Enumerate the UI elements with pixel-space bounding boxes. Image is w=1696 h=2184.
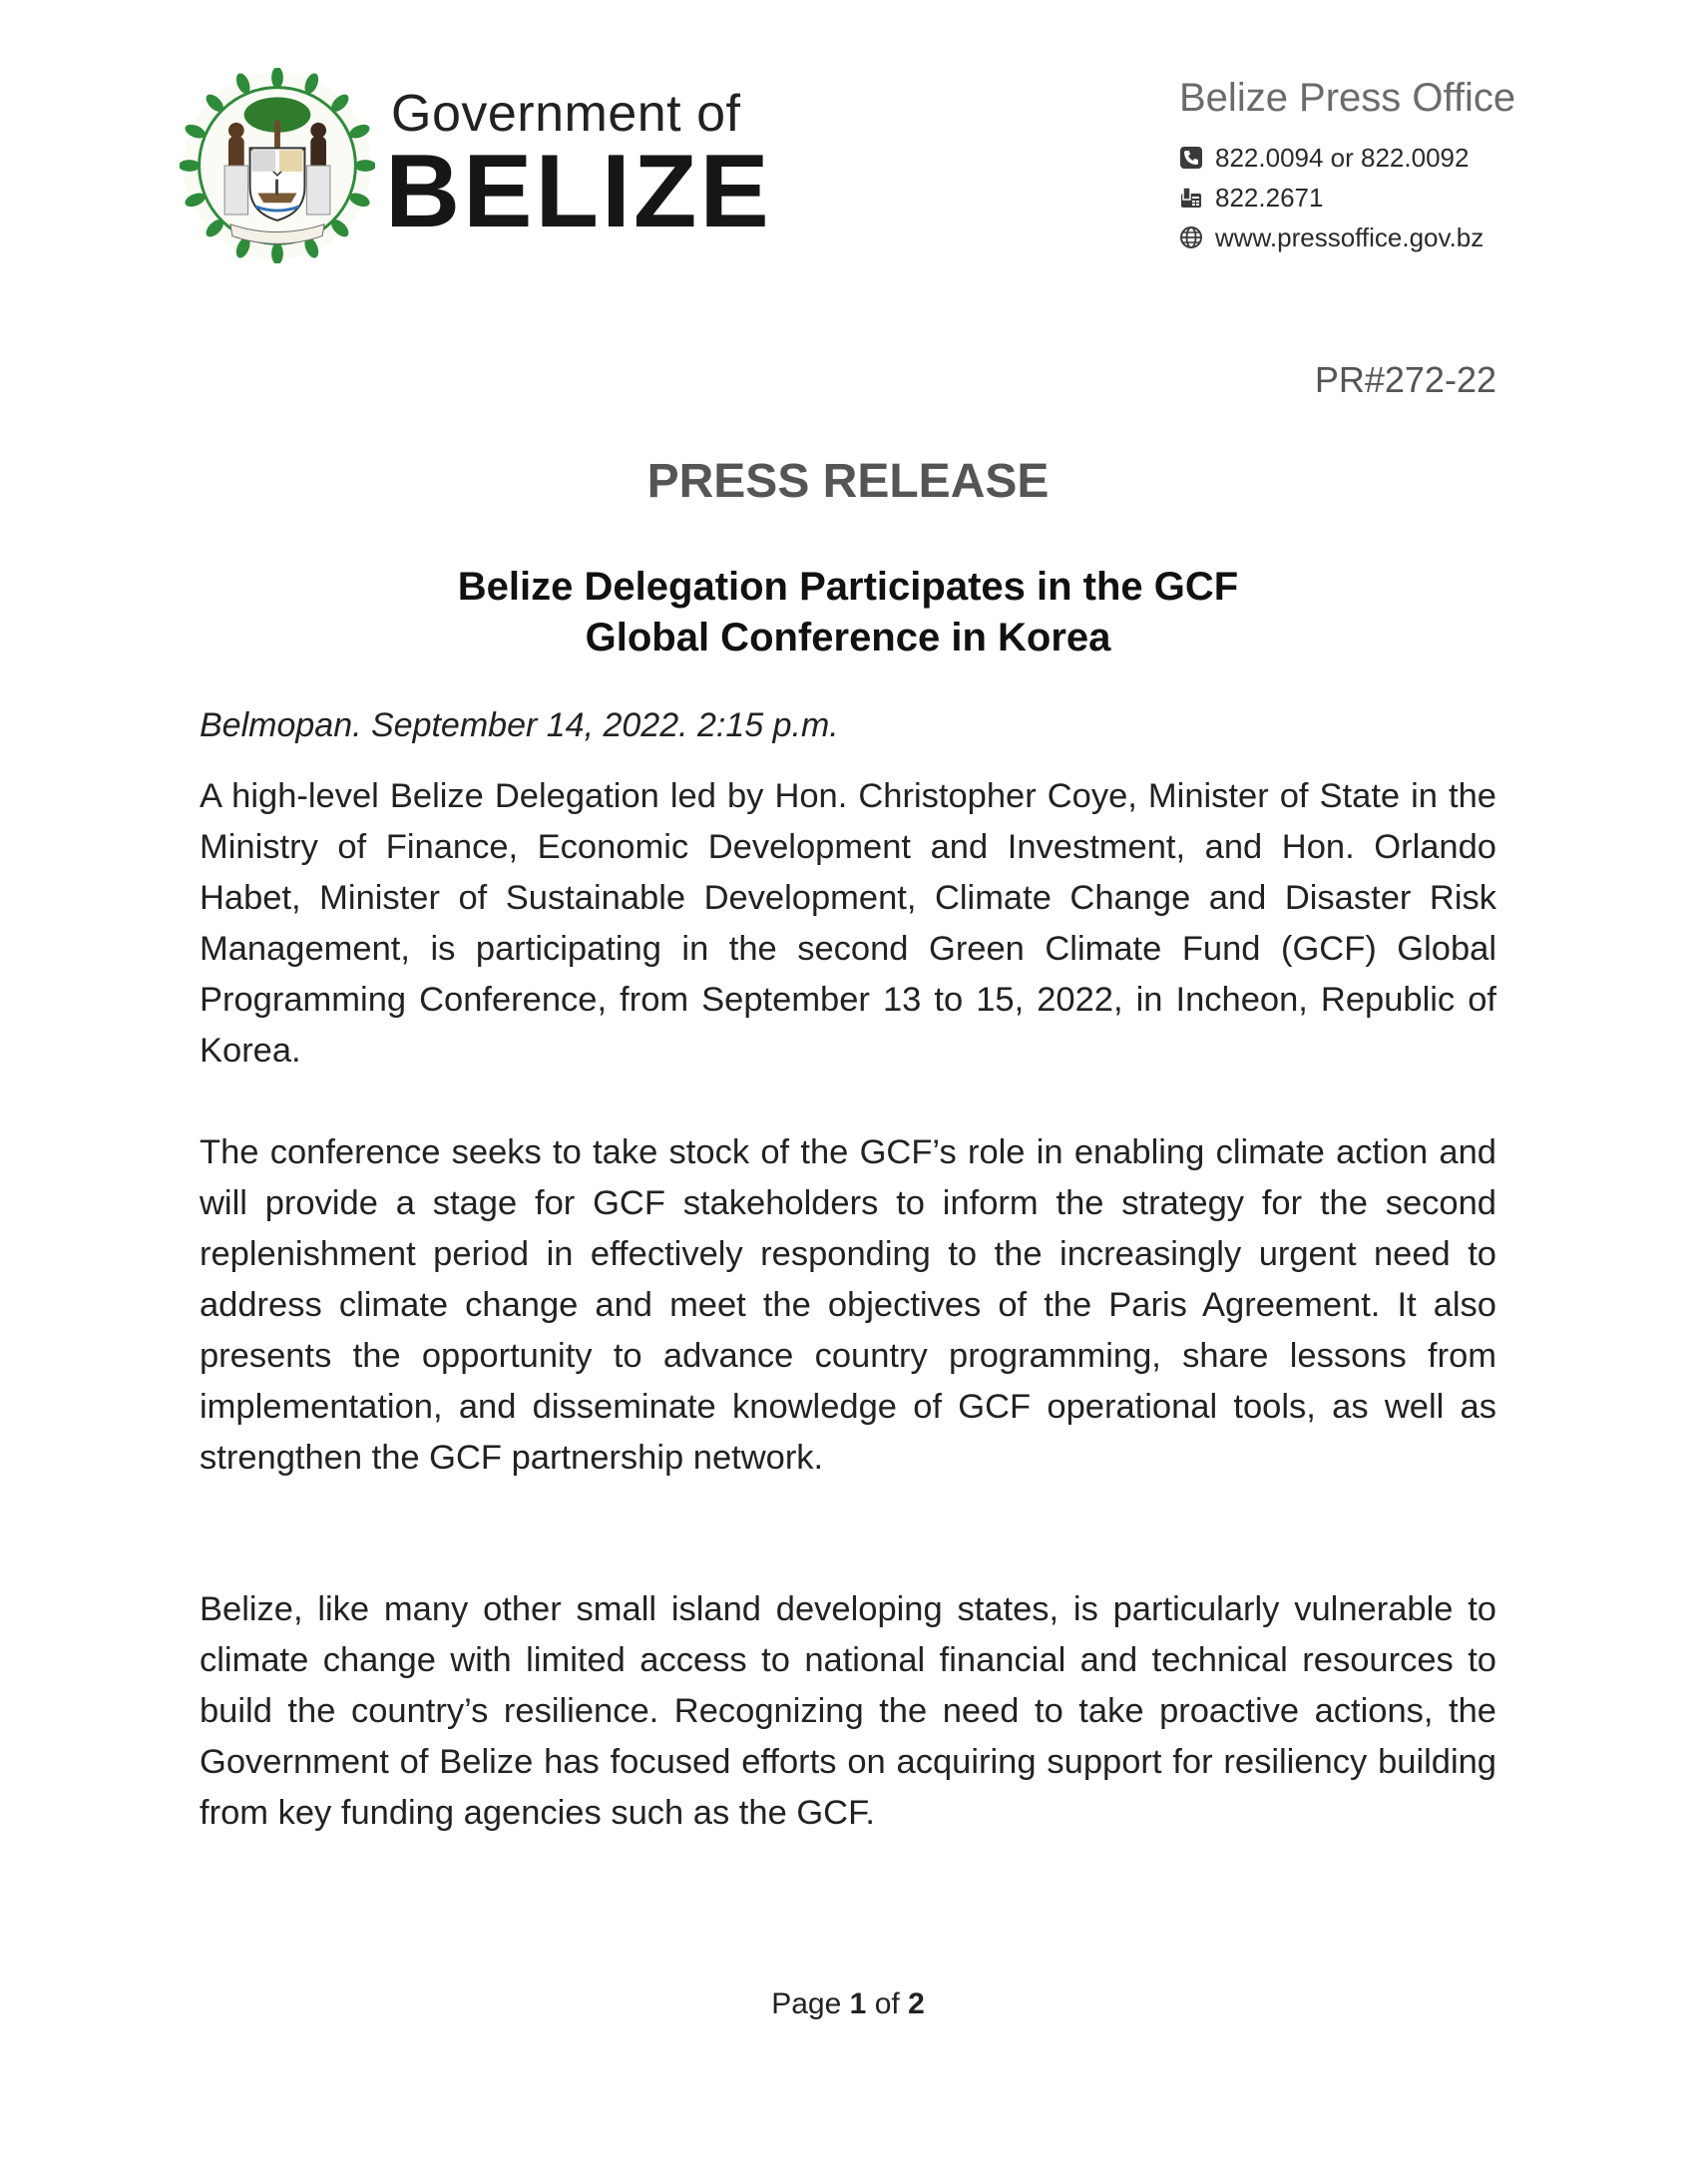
phone-row <box>1179 138 1598 178</box>
phone-numbers: 822.0094 or 822.0092 <box>1215 142 1470 173</box>
website-row <box>1179 218 1598 257</box>
page-indicator <box>0 1987 1696 2021</box>
press-release-label: PRESS RELEASE <box>646 455 1050 508</box>
coat-of-arms-icon <box>180 68 375 263</box>
government-of-label: Government of <box>391 85 741 143</box>
press-release-number: PR#272-22 <box>1314 359 1496 400</box>
headline-line-1: Belize Delegation Participates in the GCF <box>457 565 1239 609</box>
press-office-contact <box>1179 78 1598 257</box>
fax-number: 822.2671 <box>1215 182 1324 213</box>
body-paragraph-3: Belize, like many other small island developing states, is particularly vulnerable to climate change with limited access to national financial and technical resources to build the country’s resilience. Recognizing the need to take proactive actions, the Government of Belize has focused efforts on acquiring support for resiliency building from key funding agencies such as the GCF. <box>200 1590 1496 1832</box>
website-link[interactable]: www.pressoffice.gov.bz <box>1215 221 1484 252</box>
dateline: Belmopan. September 14, 2022. 2:15 p.m. <box>200 706 839 744</box>
current-page: 1 <box>849 1987 867 2020</box>
total-pages: 2 <box>908 1987 925 2020</box>
page-word: Page <box>771 1987 842 2020</box>
press-office-title: Belize Press Office <box>1179 76 1516 120</box>
globe-icon <box>1179 225 1203 249</box>
fax-icon <box>1179 186 1203 210</box>
headline-line-2: Global Conference in Korea <box>585 616 1111 659</box>
headline <box>0 562 1696 663</box>
fax-row <box>1179 178 1598 218</box>
belize-wordmark: BELIZE <box>385 134 772 249</box>
body-paragraph-2: The conference seeks to take stock of the GCF’s role in enabling climate action and will provide a stage for GCF stakeholders to inform the strategy for the second replenishment period in effectively responding to the increasingly urgent need to address climate change and meet the objectives of the Paris Agreement. It also presents the opportunity to advance country programming, share lessons from implementation, and disseminate knowledge of GCF operational tools, as well as strengthen the GCF partnership network. <box>200 1133 1496 1477</box>
of-word: of <box>874 1987 900 2020</box>
body-paragraph-1: A high-level Belize Delegation led by Hon. Christopher Coye, Minister of State in the Ministry of Finance, Economic Development and Investment, and Hon. Orlando Habet, Minister of Sustainable Development, Climate Change and Disaster Risk Management, is participating in the second Green Climate Fund (GCF) Global Programming Conference, from September 13 to 15, 2022, in Incheon, Republic of Korea. <box>200 777 1496 1070</box>
phone-icon <box>1179 146 1203 170</box>
